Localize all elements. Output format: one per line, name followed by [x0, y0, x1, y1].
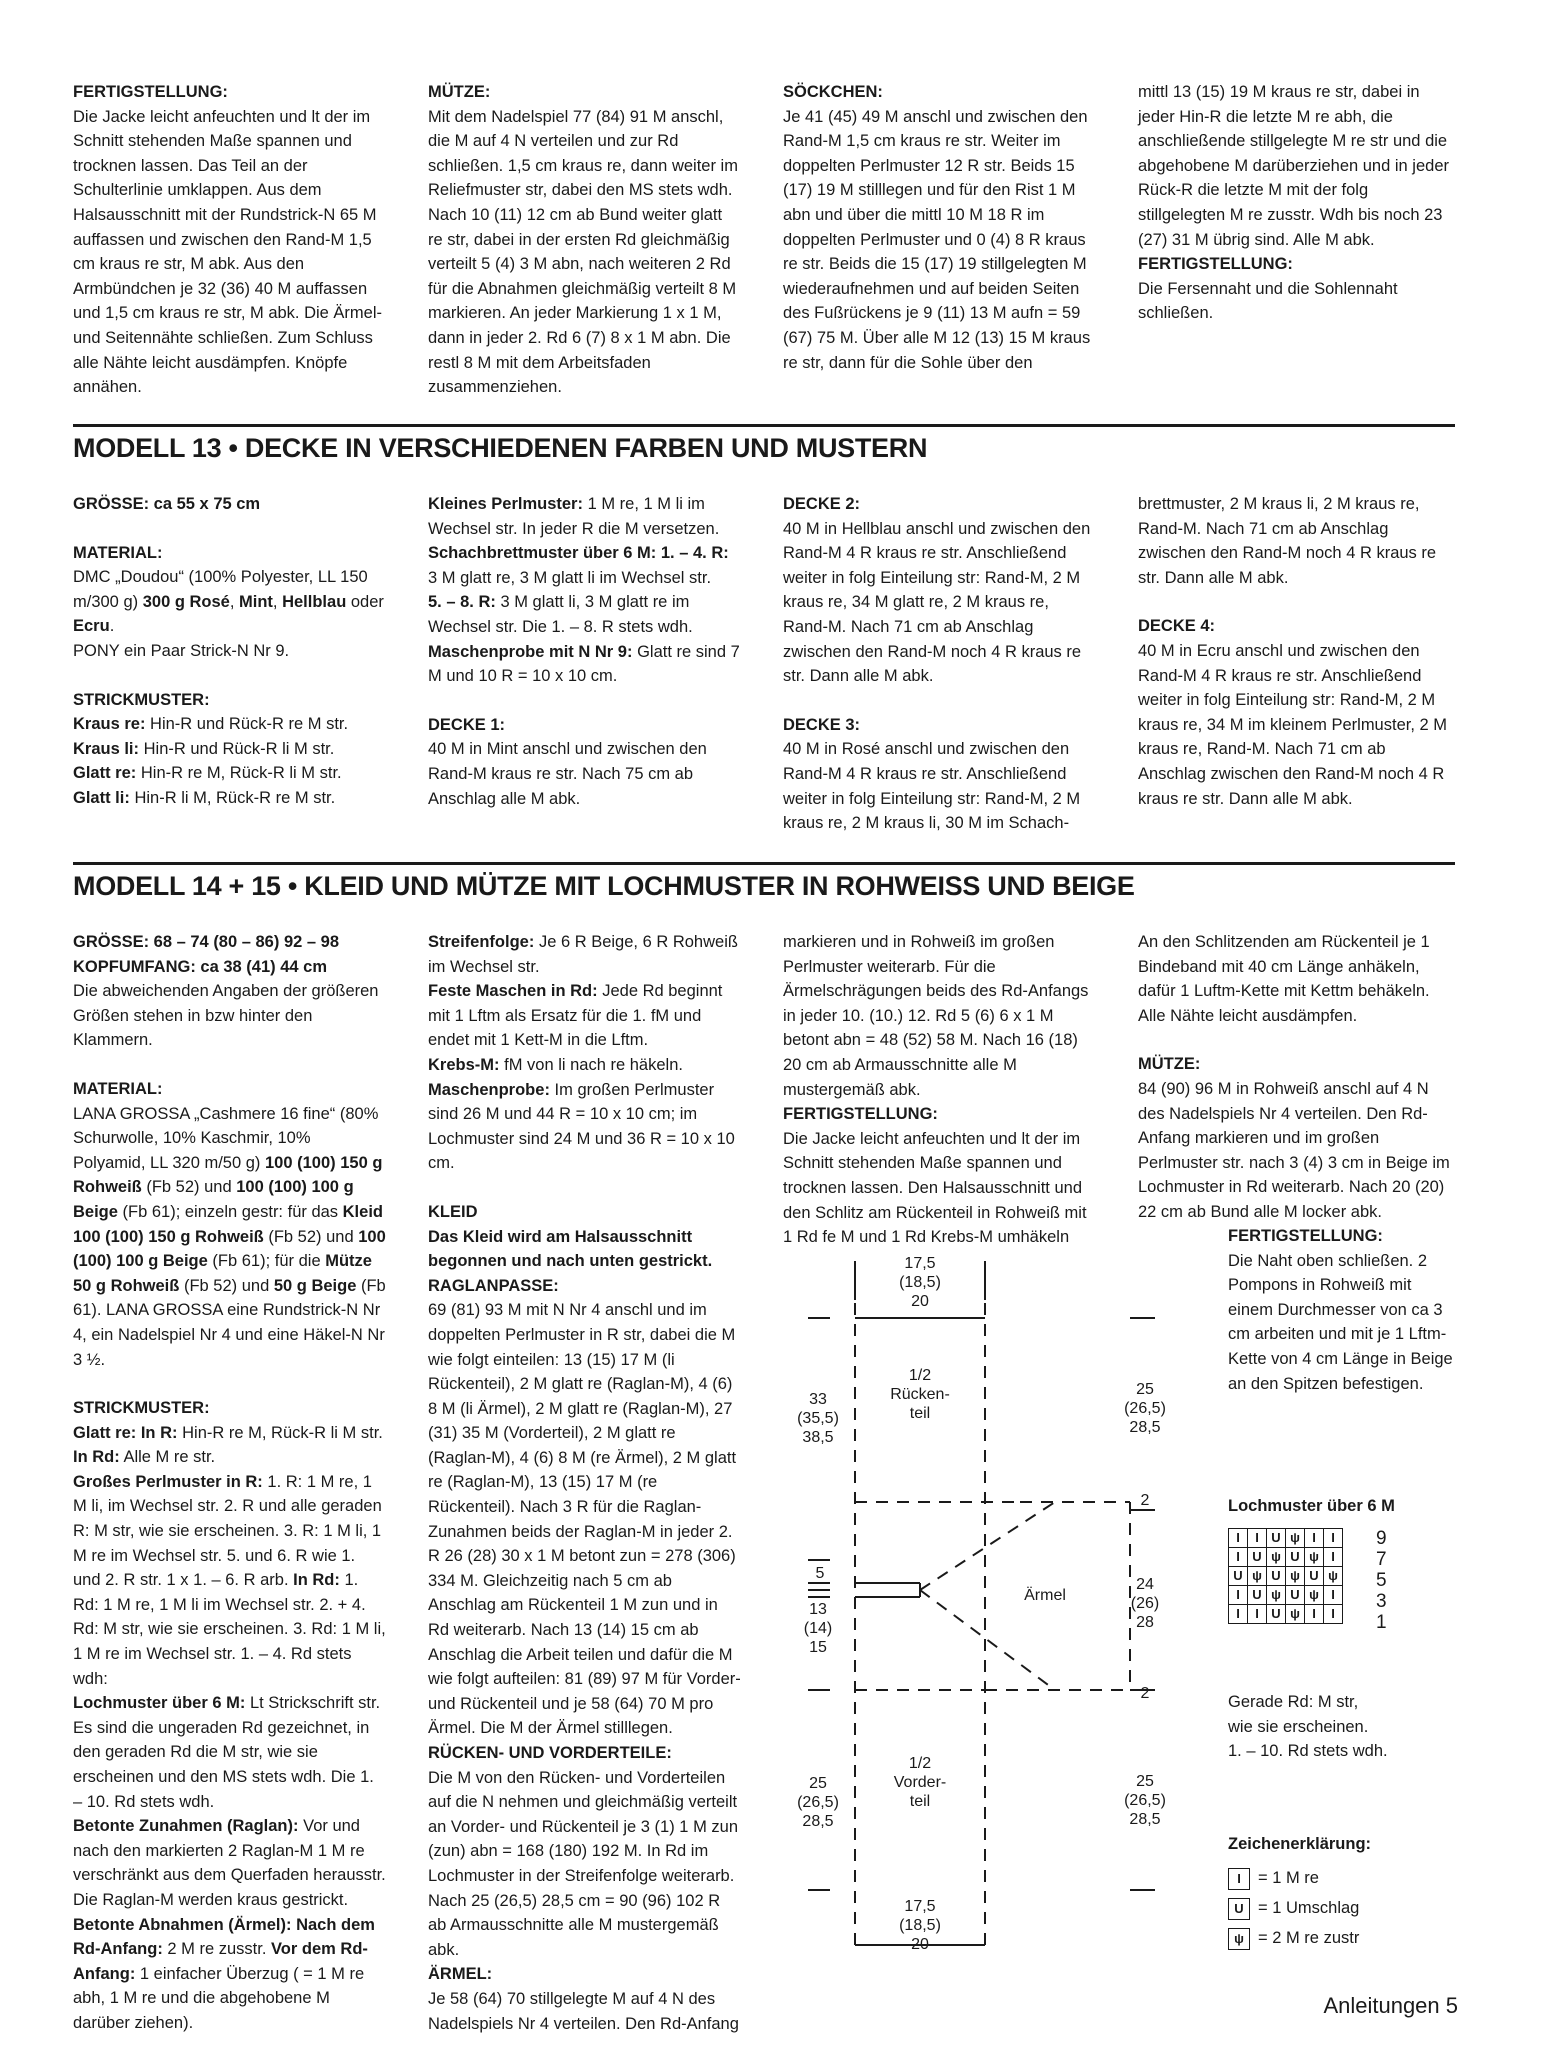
paragraph: Maschenprobe mit N Nr 9: Glatt re sind 7 M und 10 R = 10 x 10 cm.	[428, 642, 740, 686]
paragraph: PONY ein Paar Strick-N Nr 9.	[73, 641, 290, 660]
measure-left-top: 33 (35,5) 38,5	[797, 1391, 839, 1446]
chart-row	[1229, 1548, 1343, 1567]
subheading: Das Kleid wird am Halsausschnitt begonnen und nach unten gestrickt.	[428, 1227, 713, 1271]
paragraph: brettmuster, 2 M kraus li, 2 M kraus re, Rand-M. Nach 71 cm ab Anschlag zwischen den Rand-M noch 4 R kraus re str. Dann alle M abk.	[1138, 495, 1437, 587]
row-number: 1	[1376, 1612, 1387, 1633]
paragraph: An den Schlitzenden am Rückenteil je 1 Bindeband mit 40 cm Länge anhäkeln, dafür 1 Luftm-Kette mit Kettm behäkeln. Alle Nähte leicht ausdämpfen.	[1138, 933, 1430, 1025]
section-title-modell-13: MODELL 13 • DECKE IN VERSCHIEDENEN FARBEN UND MUSTERN	[73, 424, 1455, 464]
paragraph: LANA GROSSA „Cashmere 16 fine“ (80% Schurwolle, 10% Kaschmir, 10% Polyamid, LL 320 m/50 g) 100 (100) 150 g Rohweiß (Fb 52) und 100 (100) 100 g Beige (Fb 61); einzeln gestr: für das Kleid 100 (100) 150 g Rohweiß (Fb 52) und 100 (100) 100 g Beige (Fb 61); für die Mütze 50 g Rohweiß (Fb 52) und 50 g Beige (Fb 61). LANA GROSSA eine Rundstrick-N Nr 4, ein Nadelspiel Nr 4 und eine Häkel-N Nr 3 ½.	[73, 1104, 386, 1369]
row-number: 3	[1376, 1591, 1387, 1612]
paragraph: 40 M in Mint anschl und zwischen den Rand-M kraus re str. Nach 75 cm ab Anschlag alle M abk.	[428, 740, 707, 808]
paragraph: Glatt re: Hin-R re M, Rück-R li M str.	[73, 764, 342, 783]
heading: KLEID	[428, 1202, 478, 1221]
measure-right-bottom: 25 (26,5) 28,5	[1124, 1773, 1166, 1828]
paragraph: Je 58 (64) 70 stillgelegte M auf 4 N des Nadelspiels Nr 4 verteilen. Den Rd-Anfang	[428, 1989, 739, 2033]
row-number: 5	[1376, 1570, 1387, 1591]
paragraph: Die Jacke leicht anfeuchten und lt der im Schnitt stehenden Maße spannen und trocknen lassen. Den Halsausschnitt und den Schlitz am Rückenteil in Rohweiß mit 1 Rd fe M und 1 Rd Krebs-M umhäkeln	[783, 1129, 1087, 1247]
paragraph: 84 (90) 96 M in Rohweiß anschl auf 4 N des Nadelspiels Nr 4 verteilen. Den Rd-Anfang markieren und im großen Perlmuster str. nach 3 (4) 3 cm in Beige im Lochmuster in Rd weiterarb. Nach 20 (20) 22 cm ab Bund alle M locker abk.	[1138, 1079, 1450, 1221]
paragraph: mittl 13 (15) 19 M kraus re str, dabei in jeder Hin-R die letzte M re abh, die anschließende stillgelegte M re str und die abgehobene M darüberziehen und in jeder Rück-R die letzte M mit der folg stillgelegten M re zusstr. Wdh bis noch 23 (27) 31 M übrig sind. Alle M abk.	[1138, 83, 1449, 249]
heading: MÜTZE:	[1138, 1055, 1201, 1074]
paragraph: markieren und in Rohweiß im großen Perlmuster weiterarb. Für die Ärmelschrägungen beids des Rd-Anfangs in jeder 10. (10.) 12. Rd 5 (6) 6 x 1 M betont abn = 48 (52) 58 M. Nach 16 (18) 20 cm ab Armausschnitte alle M mustergemäß abk.	[783, 933, 1089, 1099]
chart-row	[1229, 1605, 1343, 1624]
chart-cell: U	[1267, 1529, 1286, 1548]
sleeve-label: Ärmel	[1024, 1587, 1066, 1604]
legend-knit: I = 1 M re	[1228, 1866, 1319, 1890]
chart-cell: I	[1305, 1605, 1324, 1624]
paragraph: Glatt re: In R: Hin-R re M, Rück-R li M str.	[73, 1423, 383, 1442]
knit-symbol-icon: I	[1228, 1868, 1250, 1890]
back-label: 1/2 Rücken- teil	[890, 1367, 950, 1422]
heading: RÜCKEN- UND VORDERTEILE:	[428, 1744, 672, 1762]
legend-k2tog: ψ = 2 M re zustr	[1228, 1926, 1359, 1950]
measure-two: 2	[1140, 1685, 1150, 1702]
chart-cell: I	[1324, 1586, 1343, 1605]
paragraph: 40 M in Ecru anschl und zwischen den Rand-M 4 R kraus re str. Anschließend weiter in folg Einteilung str: Rand-M, 2 M kraus re, 34 M im kleinem Perlmuster, 2 M kraus re, Rand-M. Nach 71 cm ab Anschlag zwischen den Rand-M noch 4 R kraus re str. Dann alle M abk.	[1138, 641, 1448, 808]
chart-cell: ψ	[1286, 1567, 1305, 1586]
paragraph: Die Fersennaht und die Sohlennaht schließen.	[1138, 279, 1398, 323]
measure-left-mid: 13 (14) 15	[803, 1601, 833, 1656]
paragraph: In Rd: Alle M re str.	[73, 1448, 216, 1467]
heading: STRICKMUSTER:	[73, 1399, 210, 1418]
paragraph: Kraus li: Hin-R und Rück-R li M str.	[73, 739, 335, 758]
paragraph: Lochmuster über 6 M: Lt Strickschrift str. Es sind die ungeraden Rd gezeichnet, in den geraden Rd die M str, wie sie erscheinen und den MS stets wdh. Die 1. – 10. Rd stets wdh.	[73, 1694, 381, 1811]
paragraph: Krebs-M: fM von li nach re häkeln.	[428, 1055, 683, 1074]
chart-cell: U	[1229, 1567, 1248, 1586]
paragraph: Großes Perlmuster in R: 1. R: 1 M re, 1 M li, im Wechsel str. 2. R und alle geraden R: M str, wie sie erscheinen. 3. R: 1 M li, 1 M re im Wechsel str. 5. und 6. R wie 1. und 2. R str. 1 x 1. – 6. R arb. In Rd: 1. Rd: 1 M re, 1 M li im Wechsel str. 2. + 4. Rd: M str, wie sie erscheinen. 3. Rd: 1 M li, 1 M re im Wechsel str. 1. – 4. Rd stets wdh:	[73, 1472, 386, 1688]
chart-cell: ψ	[1286, 1529, 1305, 1548]
heading: STRICKMUSTER:	[73, 690, 210, 709]
page-footer: Anleitungen 5	[1323, 1993, 1458, 2018]
measure-bottom: 17,5 (18,5) 20	[899, 1898, 941, 1953]
note: Gerade Rd: M str,	[1228, 1693, 1359, 1711]
chart-cell: ψ	[1267, 1586, 1286, 1605]
measure-top: 17,5 (18,5) 20	[899, 1255, 941, 1310]
legend-heading: Zeichenerklärung:	[1228, 1835, 1372, 1853]
heading: FERTIGSTELLUNG:	[1228, 1227, 1383, 1245]
section-title-modell-14-15: MODELL 14 + 15 • KLEID UND MÜTZE MIT LOCHMUSTER IN ROHWEISS UND BEIGE	[73, 862, 1455, 902]
chart-cell: I	[1324, 1548, 1343, 1567]
paragraph: Glatt li: Hin-R li M, Rück-R re M str.	[73, 788, 336, 807]
paragraph: 5. – 8. R: 3 M glatt li, 3 M glatt re im Wechsel str. Die 1. – 8. R stets wdh.	[428, 593, 693, 636]
paragraph: 40 M in Rosé anschl und zwischen den Rand-M 4 R kraus re str. Anschließend weiter in folg Einteilung str: Rand-M, 2 M kraus re, 2 M kraus li, 30 M im Schach-	[783, 740, 1081, 833]
chart-cell: U	[1286, 1586, 1305, 1605]
measure-right-top: 25 (26,5) 28,5	[1124, 1381, 1166, 1436]
size-heading: GRÖSSE: ca 55 x 75 cm	[73, 495, 261, 513]
paragraph: Betonte Zunahmen (Raglan): Vor und nach den markierten 2 Raglan-M 1 M re verschränkt aus dem Querfaden herausstr. Die Raglan-M werden kraus gestrickt.	[73, 1817, 386, 1909]
measure-slit: 5	[815, 1565, 825, 1582]
yarn-over-symbol-icon: U	[1228, 1898, 1250, 1920]
heading: MATERIAL:	[73, 543, 163, 562]
heading: DECKE 1:	[428, 715, 506, 734]
paragraph: 40 M in Hellblau anschl und zwischen den Rand-M 4 R kraus re str. Anschließend weiter in folg Einteilung str: Rand-M, 2 M kraus re, 34 M glatt re, 2 M kraus re, Rand-M. Nach 71 cm ab Anschlag zwischen den Rand-M noch 4 R kraus re str. Dann alle M abk.	[783, 519, 1091, 686]
heading: RAGLANPASSE:	[428, 1276, 559, 1295]
chart-row	[1229, 1567, 1343, 1586]
sleeve-raglan-top	[920, 1502, 1055, 1590]
row-number: 9	[1376, 1528, 1387, 1549]
chart-notes	[1228, 1690, 1448, 1764]
chart-cell: I	[1305, 1529, 1324, 1548]
paragraph: Je 41 (45) 49 M anschl und zwischen den Rand-M 1,5 cm kraus re str. Weiter im doppelten Perlmuster 12 R str. Beids 15 (17) 19 M stilllegen und für den Rist 1 M abn und über die mittl 10 M 18 R im doppelten Perlmuster und 0 (4) 8 R kraus re str. Beids die 15 (17) 19 stillgelegten M wiederaufnehmen und auf beiden Seiten des Fußrückens je 9 (11) 13 M aufn = 59 (67) 75 M. Über alle M 12 (13) 15 M kraus re str, dann für die Sohle über den	[783, 107, 1091, 372]
lace-chart	[1228, 1528, 1343, 1624]
paragraph: Die Jacke leicht anfeuchten und lt der im Schnitt stehenden Maße spannen und trocknen lassen. Das Teil an der Schulterlinie umklappen. Aus dem Halsausschnitt mit der Rundstrick-N 65 M auffassen und zwischen den Rand-M 1,5 cm kraus re str, M abk. Aus den Armbündchen je 32 (36) 40 M auffassen und 1,5 cm kraus re str, M abk. Die Ärmel- und Seitennähte schließen. Zum Schluss alle Nähte leicht ausdämpfen. Knöpfe annähen.	[73, 107, 383, 397]
chart-cell: U	[1248, 1586, 1267, 1605]
paragraph: Schachbrettmuster über 6 M: 1. – 4. R: 3 M glatt re, 3 M glatt li im Wechsel str.	[428, 544, 729, 587]
sleeve-raglan-bottom	[920, 1590, 1055, 1690]
heading: FERTIGSTELLUNG:	[783, 1105, 938, 1124]
paragraph: Maschenprobe: Im großen Perlmuster sind 26 M und 44 R = 10 x 10 cm; im Lochmuster sind 24 M und 36 R = 10 x 10 cm.	[428, 1080, 735, 1173]
heading: SÖCKCHEN:	[783, 83, 883, 101]
paragraph: Die Naht oben schließen. 2 Pompons in Rohweiß mit einem Durchmesser von ca 3 cm arbeiten und mit je 1 Lftm-Kette von 4 cm Länge in Beige an den Spitzen befestigen.	[1228, 1251, 1453, 1393]
chart-cell: U	[1248, 1548, 1267, 1567]
heading: MÜTZE:	[428, 83, 491, 101]
chart-cell: I	[1229, 1548, 1248, 1567]
chart-cell: ψ	[1305, 1586, 1324, 1605]
chart-cell: I	[1229, 1529, 1248, 1548]
chart-cell: U	[1286, 1548, 1305, 1567]
chart-cell: ψ	[1305, 1548, 1324, 1567]
paragraph: Mit dem Nadelspiel 77 (84) 91 M anschl, die M auf 4 N verteilen und zur Rd schließen. 1,5 cm kraus re, dann weiter im Reliefmuster str, dabei den MS stets wdh. Nach 10 (11) 12 cm ab Bund weiter glatt re str, dabei in der ersten Rd gleichmäßig verteilt 5 (4) 3 M abn, nach weiteren 2 Rd für die Abnahmen gleichmäßig verteilt 8 M markieren. An jeder Markierung 1 x 1 M, dann in jeder 2. Rd 6 (7) 8 x 1 M abn. Die restl 8 M mit dem Arbeitsfaden zusammenziehen.	[428, 107, 738, 397]
row-number: 7	[1376, 1549, 1387, 1570]
paragraph: Betonte Abnahmen (Ärmel): Nach dem Rd-Anfang: 2 M re zusstr. Vor dem Rd-Anfang: 1 einfacher Überzug ( = 1 M re abh, 1 M re und die abgehobene M darüber ziehen).	[73, 1915, 375, 2032]
chart-cell: ψ	[1248, 1567, 1267, 1586]
head-size-heading: KOPFUMFANG: ca 38 (41) 44 cm	[73, 957, 327, 976]
chart-title: Lochmuster über 6 M	[1228, 1497, 1395, 1515]
chart-cell: I	[1324, 1529, 1343, 1548]
measure-two: 2	[1140, 1492, 1150, 1509]
paragraph: Feste Maschen in Rd: Jede Rd beginnt mit 1 Lftm als Ersatz für die 1. fM und endet mit 1 Kett-M in die Lftm.	[428, 982, 723, 1050]
paragraph: Streifenfolge: Je 6 R Beige, 6 R Rohweiß im Wechsel str.	[428, 933, 738, 976]
k2tog-symbol-icon: ψ	[1228, 1928, 1250, 1950]
chart-cell: ψ	[1267, 1548, 1286, 1567]
chart-cell: U	[1305, 1567, 1324, 1586]
chart-row	[1229, 1586, 1343, 1605]
heading: FERTIGSTELLUNG:	[73, 83, 228, 101]
measure-right-mid: 24 (26) 28	[1130, 1576, 1160, 1631]
chart-cell: U	[1267, 1605, 1286, 1624]
heading: MATERIAL:	[73, 1079, 163, 1098]
chart-cell: I	[1248, 1605, 1267, 1624]
chart-cell: I	[1229, 1605, 1248, 1624]
paragraph: Die M von den Rücken- und Vorderteilen auf die N nehmen und gleichmäßig verteilt an Vorder- und Rückenteil je 3 (1) 1 M zun (zun) abn = 168 (180) 192 M. In Rd im Lochmuster in der Streifenfolge weiterarb. Nach 25 (26,5) 28,5 cm = 90 (96) 102 R ab Armausschnitte alle M mustergemäß abk.	[428, 1768, 738, 1959]
paragraph: 69 (81) 93 M mit N Nr 4 anschl und im doppelten Perlmuster in R str, dabei die M wie folgt einteilen: 13 (15) 17 M (li Rückenteil), 2 M glatt re (Raglan-M), 4 (6) 8 M (li Ärmel), 2 M glatt re (Raglan-M), 27 (31) 35 M (Vorderteil), 2 M glatt re (Raglan-M), 4 (6) 8 M (re Ärmel), 2 M glatt re (Raglan-M), 13 (15) 17 M (re Rückenteil). Nach 3 R für die Raglan-Zunahmen beids der Raglan-M in jeder 2. R 26 (28) 30 x 1 M betont zun = 278 (306) 334 M. Gleichzeitig nach 5 cm ab Anschlag am Rückenteil 1 M zun und in Rd weiterarb. Nach 13 (14) 15 cm ab Anschlag die Arbeit teilen und dafür die M wie folgt aufteilen: 81 (89) 97 M für Vorder- und Rückenteil und je 58 (64) 70 M pro Ärmel. Die M der Ärmel stilllegen.	[428, 1301, 741, 1738]
chart-cell: I	[1229, 1586, 1248, 1605]
heading: DECKE 2:	[783, 495, 861, 513]
chart-cell: I	[1324, 1605, 1343, 1624]
paragraph: Kraus re: Hin-R und Rück-R re M str.	[73, 715, 349, 734]
note: 1. – 10. Rd stets wdh.	[1228, 1742, 1388, 1761]
chart-row	[1229, 1529, 1343, 1548]
paragraph: Die abweichenden Angaben der größeren Größen stehen in bzw hinter den Klammern.	[73, 982, 379, 1050]
heading: DECKE 4:	[1138, 617, 1216, 636]
note: wie sie erscheinen.	[1228, 1717, 1369, 1736]
measure-left-bottom: 25 (26,5) 28,5	[797, 1775, 839, 1830]
size-heading: GRÖSSE: 68 – 74 (80 – 86) 92 – 98	[73, 933, 339, 951]
heading: ÄRMEL:	[428, 1965, 493, 1984]
legend-yarn-over: U = 1 Umschlag	[1228, 1896, 1359, 1920]
heading: FERTIGSTELLUNG:	[1138, 255, 1293, 274]
chart-cell: ψ	[1286, 1605, 1305, 1624]
chart-cell: ψ	[1324, 1567, 1343, 1586]
chart-cell: I	[1248, 1529, 1267, 1548]
front-label: 1/2 Vorder- teil	[893, 1755, 947, 1810]
chart-cell: U	[1267, 1567, 1286, 1586]
heading: DECKE 3:	[783, 715, 861, 734]
paragraph: Kleines Perlmuster: 1 M re, 1 M li im Wechsel str. In jeder R die M versetzen.	[428, 495, 720, 538]
paragraph: DMC „Doudou“ (100% Polyester, LL 150 m/300 g) 300 g Rosé, Mint, Hellblau oder Ecru.	[73, 568, 384, 636]
